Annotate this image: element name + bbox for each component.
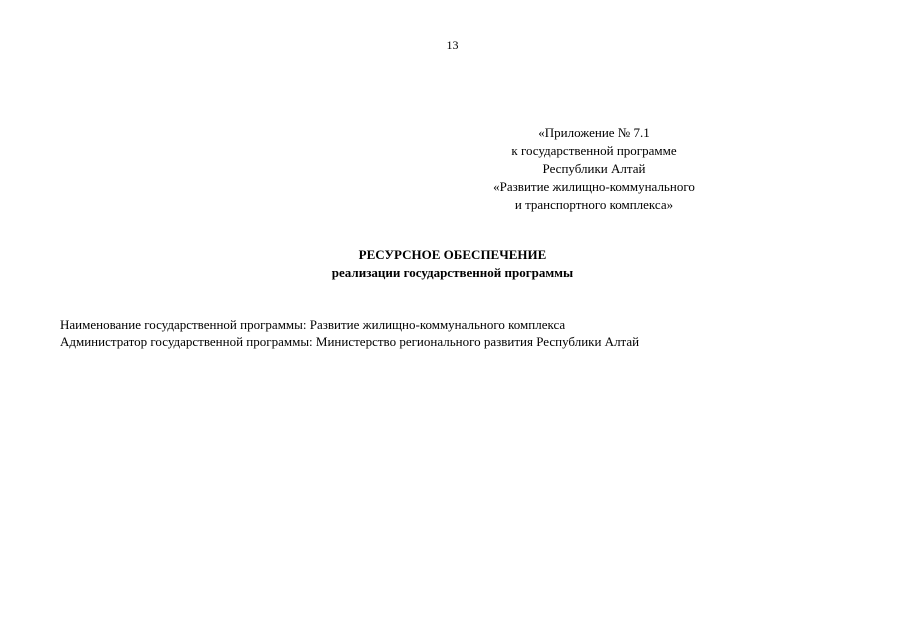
program-administrator: Администратор государственной программы: Министерство регионального развития Республики Алтай <box>60 334 640 349</box>
appendix-line: «Развитие жилищно-коммунального <box>493 179 695 194</box>
title-sub: реализации государственной программы <box>331 265 574 280</box>
document-title <box>0 246 905 282</box>
appendix-header <box>444 124 744 214</box>
appendix-line: «Приложение № 7.1 <box>538 125 650 140</box>
page-number: 13 <box>446 38 459 52</box>
appendix-line: Республики Алтай <box>542 161 646 176</box>
appendix-line: и транспортного комплекса» <box>514 197 674 212</box>
program-info <box>60 316 860 350</box>
appendix-line: к государственной программе <box>511 143 677 158</box>
title-main: РЕСУРСНОЕ ОБЕСПЕЧЕНИЕ <box>358 247 547 262</box>
program-name: Наименование государственной программы: Развитие жилищно-коммунального комплекса <box>60 317 566 332</box>
